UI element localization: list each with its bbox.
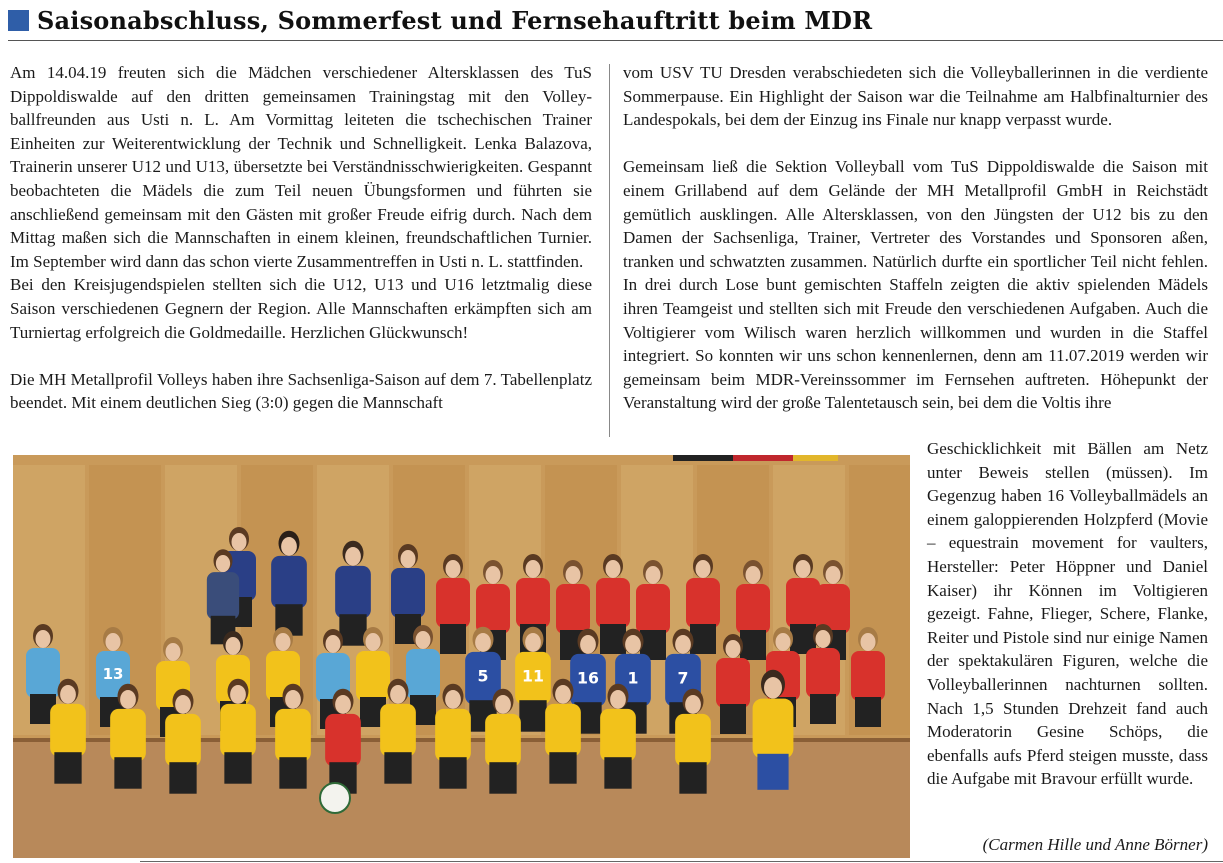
title-divider bbox=[8, 40, 1223, 41]
article-column-left bbox=[10, 61, 592, 415]
article-title: Saisonabschluss, Sommerfest und Fernsehauftritt beim MDR bbox=[37, 5, 873, 35]
jersey-number: 5 bbox=[477, 666, 489, 686]
title-marker-square bbox=[8, 10, 29, 31]
bottom-divider bbox=[140, 861, 1223, 862]
jersey-number: 1 bbox=[627, 668, 639, 688]
jersey-number: 13 bbox=[102, 665, 124, 683]
team-group-photo bbox=[13, 455, 910, 858]
column-divider bbox=[609, 64, 610, 437]
jersey-number: 16 bbox=[577, 668, 599, 688]
paragraph-vaulting: Geschicklichkeit mit Bällen am Netz unter Beweis stellen (müssen). Im Gegenzug haben 16 Volleyballmädels an einem galoppierenden Holzpferd (Movie – equestrain movement for vaulters, Hersteller: Peter Höppner und Daniel Kaiser) ihr Können im Voltigieren gezeigt. Fahne, Flieger, Schere, Flanke, Reiter und Pistole sind nur einige Namen der spektakulären Figuren, welche die Volleyballerinnen nachturnen sollten. Nach 1,5 Stunden Drehzeit fand auch Moderatorin Gesine Schöps, die ebenfalls aufs Pferd steigen musste, dass die Aufgabe mit Bravour erfüllt wurde. bbox=[927, 439, 1208, 789]
jersey-number: 7 bbox=[677, 668, 689, 688]
author-credit: (Carmen Hille und Anne Börner) bbox=[982, 835, 1208, 854]
volleyball bbox=[320, 783, 350, 813]
paragraph-youth-games: Bei den Kreisjugendspielen stellten sich die U12, U13 und U16 letztmalig diese Saison verschiedenen Gegnern der Region. Alle Mannschaften erkämpften sich am Turniertag erfolgreich die Goldmedaille. Herzlichen Glückwunsch! bbox=[10, 275, 592, 342]
article-side-column bbox=[927, 437, 1208, 791]
paragraph-sachsenliga: Die MH Metallprofil Volleys haben ihre Sachsenliga-Saison auf dem 7. Tabellenplatz beendet. Mit einem deutlichen Sieg (3:0) gegen die Mannschaft bbox=[10, 369, 592, 413]
paragraph-barbecue: Gemeinsam ließ die Sektion Volleyball vom TuS Dippoldiswalde die Saison mit einem Grillabend auf dem Gelände der MH Metallprofil GmbH in Reichstädt gemütlich ausklingen. Alle Altersklassen, von den Jüngsten der U12 bis zu den Damen der Sachsenliga, Trainer, Vertreter des Vorstandes und Sponsoren aßen, tranken und schwatzten zusammen. Natürlich durfte ein sportlicher Teil nicht fehlen. In drei durch Lose bunt gemischten Staffeln zeigten die aktiv spielenden Mädels ihren Teamgeist und stellten sich mit Freude den verschiedenen Aufgaben. Auch die Voltigierer vom Wilisch waren herzlich willkommen und wurden in die Staffel integriert. So konnten wir uns schon kennenlernen, denn am 11.07.2019 werden wir gemeinsam beim MDR-Vereinssommer im Fernsehen auftreten. Höhepunkt der Veranstaltung wird der große Talentetausch sein, bei dem die Voltis ihre bbox=[623, 157, 1208, 413]
paragraph-summer-break: vom USV TU Dresden verabschiedeten sich die Volleyballerinnen in die verdiente Sommerpause. Ein Highlight der Saison war die Teilnahme am Halbfinalturnier des Landespokals, bei dem der Einzug ins Finale nur knapp verpasst wurde. bbox=[623, 63, 1208, 130]
paragraph-training-day: Am 14.04.19 freuten sich die Mädchen verschiedener Altersklassen des TuS Dippoldiswalde auf den dritten gemeinsamen Trainingstag mit den Volleyballfreunden aus Usti n. L. Am Vormittag leiteten die tschechischen Trainer Einheiten zur Weiterentwicklung der Technik und Schnelligkeit. Lenka Balazova, Trainerin unserer U12 und U13, übersetzte bei Verständnisschwierigkeiten. Gespannt beobachteten die Mädels die zum Teil neuen Übungsformen und führten sie anschließend gemeinsam mit den Gästen mit großer Freude eifrig durch. Nach dem Mittag maßen sich die Mannschaften in einem kleinen, freundschaftlichen Turnier. Im September wird dann das schon vierte Zusammentreffen in Usti n. L. stattfinden. bbox=[10, 63, 592, 271]
article-column-right bbox=[623, 61, 1208, 415]
jersey-number: 11 bbox=[522, 666, 544, 686]
article-title-row bbox=[8, 4, 872, 36]
